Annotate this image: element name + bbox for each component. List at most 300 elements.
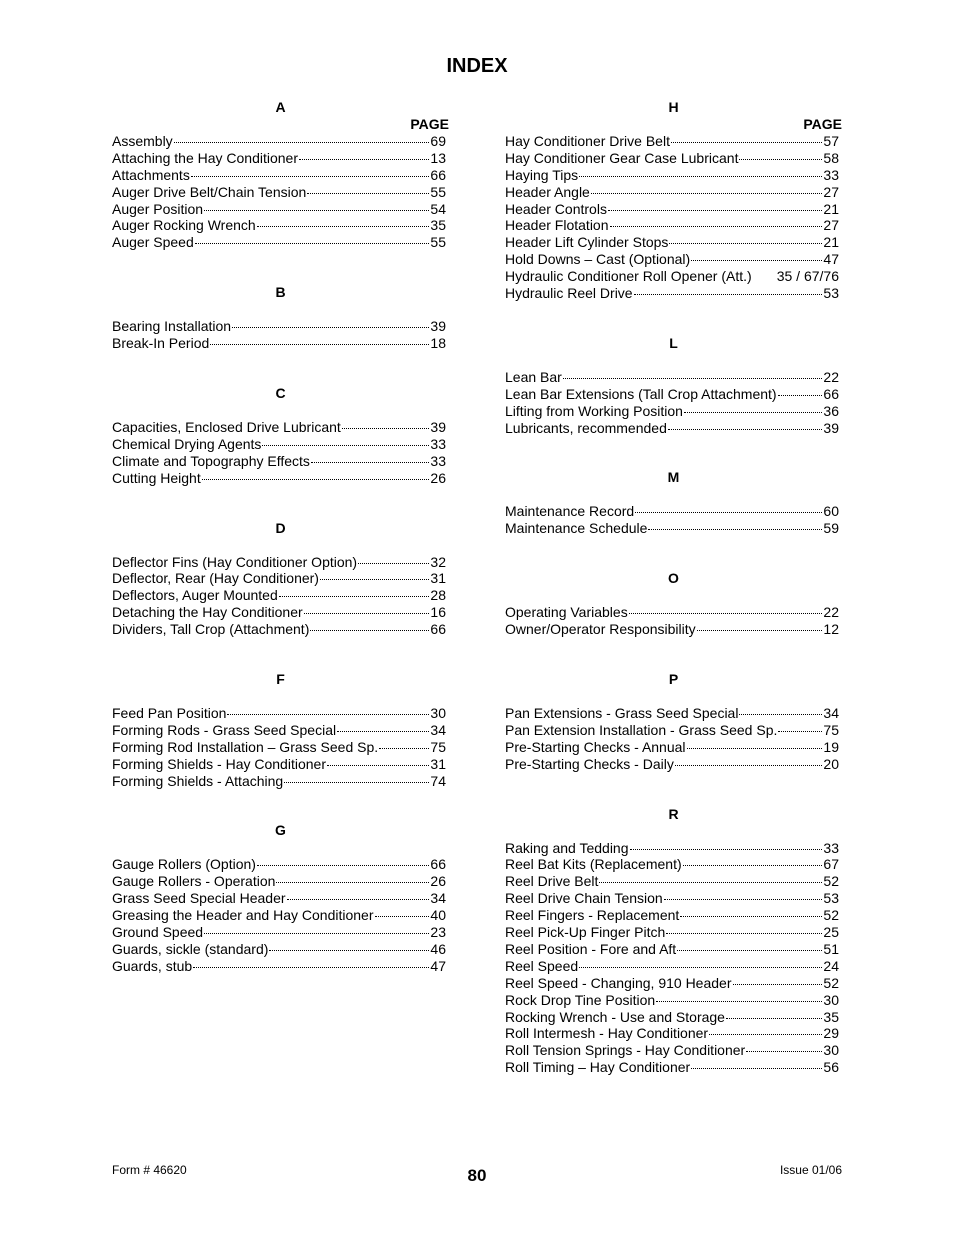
dot-leader [204,933,429,934]
dot-leader [579,967,822,968]
dot-leader [746,1051,822,1052]
entry-page-number: 33 [430,452,446,469]
issue-date: Issue 01/06 [779,1163,842,1177]
section-letter-a: A [275,99,286,115]
dot-leader [726,1018,822,1019]
index-entry [112,318,446,335]
index-entry [505,890,839,907]
index-entry [112,217,446,234]
index-entry [505,503,839,520]
entry-label: Lifting from Working Position [505,402,683,419]
index-entry [505,217,839,234]
entry-page-number: 35 [823,1008,839,1025]
dot-leader [342,428,430,429]
entry-page-number: 75 [823,721,839,738]
entry-page-number: 33 [823,839,839,856]
index-entry [112,856,446,873]
entry-page-number: 39 [430,318,446,335]
entry-label: Roll Intermesh - Hay Conditioner [505,1025,709,1042]
section-letter-c: C [275,385,286,402]
dot-leader [284,782,429,783]
dot-leader [684,412,822,413]
entry-page-number: 57 [823,133,839,149]
entry-page-number: 27 [823,183,839,200]
entry-page-number: 30 [823,1042,839,1059]
entry-label: Bearing Installation [112,318,232,335]
entry-label: Dividers, Tall Crop (Attachment) [112,621,310,638]
entry-label: Maintenance Record [505,503,635,520]
entry-page-number: 27 [823,217,839,234]
dot-leader [648,529,822,530]
index-entry [505,1025,839,1042]
page-column-header: PAGE [410,116,449,132]
index-entry [505,907,839,924]
entry-label: Forming Rods - Grass Seed Special [112,721,337,738]
index-entry [112,873,446,890]
section-gap [112,789,449,822]
entry-label: Rocking Wrench - Use and Storage [505,1008,725,1025]
entry-label: Grass Seed Special Header [112,890,286,907]
index-entry [112,470,446,487]
section-letter-o: O [668,570,679,587]
index-entry [505,184,839,201]
entry-page-number: 58 [823,149,839,166]
entry-page-number: 36 [823,402,839,419]
index-entry [505,722,839,739]
entry-label: Guards, stub [112,957,193,974]
entry-label: Maintenance Schedule [505,520,648,537]
entry-page-number: 55 [430,183,446,200]
entry-label: Climate and Topography Effects [112,452,310,469]
entry-label: Reel Bat Kits (Replacement) [505,856,682,873]
index-entry [112,604,446,621]
section-letter-p: P [668,671,679,688]
entry-label: Header Angle [505,183,590,200]
index-entry [112,133,446,150]
entry-label: Hay Conditioner Gear Case Lubricant [505,149,739,166]
index-entry [112,722,446,739]
index-entry [505,924,839,941]
dot-leader [269,950,429,951]
dot-leader [262,445,429,446]
index-entry [112,453,446,470]
dot-leader [174,142,430,143]
section-letter-m: M [667,469,680,486]
section-spacer [112,839,449,856]
entry-label: Gauge Rollers (Option) [112,856,256,873]
section-letter-l: L [669,334,678,351]
entry-page-number: 26 [430,469,446,486]
index-entry [112,335,446,352]
entry-page-number: 29 [823,1025,839,1042]
entry-page-number: 28 [430,587,446,604]
dot-leader [656,1001,822,1002]
entry-label: Capacities, Enclosed Drive Lubricant [112,419,341,436]
dot-leader [635,512,822,513]
dot-leader [629,613,823,614]
entry-page-number: 35 / 67/76 [776,268,839,285]
index-entry [112,201,446,218]
index-entry [505,621,839,638]
dot-leader [634,294,823,295]
entry-page-number: 20 [823,755,839,772]
entry-page-number: 30 [823,991,839,1008]
dot-leader [680,916,822,917]
section-spacer [112,301,449,318]
index-entry [112,419,446,436]
entry-label: Attaching the Hay Conditioner [112,149,298,166]
entry-page-number: 66 [430,621,446,638]
entry-page-number: 31 [430,755,446,772]
dot-leader [739,714,822,715]
index-entry [505,840,839,857]
entry-label: Header Flotation [505,217,609,234]
dot-leader [697,630,823,631]
entry-page-number: 21 [823,234,839,251]
entry-label: Deflector Fins (Hay Conditioner Option) [112,553,358,570]
index-entry [505,520,839,537]
dot-leader [191,176,430,177]
index-entry [505,150,839,167]
section-letter-h: H [668,99,679,115]
dot-leader [257,226,430,227]
index-entry [505,992,839,1009]
section-gap [112,487,449,520]
index-entry [112,554,446,571]
entry-label: Detaching the Hay Conditioner [112,604,303,621]
index-column-right [505,99,842,1076]
index-entry [505,403,839,420]
index-entry [112,587,446,604]
dot-leader [687,748,823,749]
index-entry [505,705,839,722]
entry-page-number: 35 [430,217,446,234]
dot-leader [675,765,823,766]
dot-leader [379,748,429,749]
index-entry [112,167,446,184]
dot-leader [608,210,822,211]
index-entry [112,570,446,587]
index-entry [112,924,446,941]
entry-label: Assembly [112,133,173,149]
index-entry [505,604,839,621]
entry-label: Hay Conditioner Drive Belt [505,133,670,149]
dot-leader [778,395,823,396]
dot-leader [683,865,823,866]
entry-page-number: 55 [430,234,446,251]
dot-leader [709,1034,822,1035]
entry-label: Greasing the Header and Hay Conditioner [112,907,374,924]
entry-label: Auger Drive Belt/Chain Tension [112,183,307,200]
entry-page-number: 12 [823,621,839,638]
entry-label: Hydraulic Reel Drive [505,285,633,302]
dot-leader [310,630,429,631]
entry-label: Auger Speed [112,234,194,251]
dot-leader [563,378,823,379]
dot-leader [276,882,429,883]
entry-label: Deflectors, Auger Mounted [112,587,278,604]
index-entry [112,773,446,790]
entry-label: Owner/Operator Responsibility [505,621,696,638]
entry-label: Deflector, Rear (Hay Conditioner) [112,570,319,587]
entry-page-number: 51 [823,940,839,957]
entry-page-number: 54 [430,200,446,217]
entry-page-number: 33 [823,166,839,183]
section-gap [112,638,449,671]
dot-leader [778,731,822,732]
entry-label: Haying Tips [505,166,579,183]
index-entry [112,941,446,958]
section-spacer [112,402,449,419]
entry-label: Header Lift Cylinder Stops [505,234,669,251]
index-entry [112,150,446,167]
entry-label: Reel Drive Belt [505,873,599,890]
entry-label: Lean Bar Extensions (Tall Crop Attachment) [505,385,777,402]
index-entry [505,1042,839,1059]
dot-leader [227,714,429,715]
entry-page-number: 52 [823,873,839,890]
section-gap [505,302,842,335]
section-spacer [112,537,449,554]
entry-label: Ground Speed [112,924,204,941]
entry-label: Auger Position [112,200,204,217]
index-column-left [112,99,449,975]
index-entry [505,941,839,958]
page-title: INDEX [446,55,508,77]
dot-leader [304,613,430,614]
entry-page-number: 34 [430,721,446,738]
dot-leader [375,916,430,917]
index-entry [112,705,446,722]
section-letter-g: G [275,822,286,839]
index-entry [505,133,839,150]
entry-page-number: 30 [430,705,446,722]
entry-page-number: 52 [823,907,839,924]
page-number: 80 [467,1166,487,1185]
section-gap [505,537,842,570]
entry-label: Guards, sickle (standard) [112,940,269,957]
section-gap [112,352,449,385]
entry-label: Pre-Starting Checks - Annual [505,738,686,755]
entry-page-number: 66 [430,856,446,873]
index-entry [505,386,839,403]
dot-leader [358,563,429,564]
dot-leader [204,210,429,211]
dot-leader [210,344,429,345]
entry-page-number: 13 [430,149,446,166]
entry-page-number: 34 [823,705,839,722]
dot-leader [669,243,822,244]
entry-label: Roll Timing – Hay Conditioner [505,1059,691,1076]
dot-leader [287,899,430,900]
index-entry [505,873,839,890]
entry-label: Rock Drop Tine Position [505,991,656,1008]
entry-page-number: 34 [430,890,446,907]
entry-label: Forming Shields - Hay Conditioner [112,755,326,772]
section-gap [505,638,842,671]
entry-label: Chemical Drying Agents [112,435,262,452]
entry-page-number: 59 [823,520,839,537]
entry-page-number: 47 [430,957,446,974]
entry-label: Auger Rocking Wrench [112,217,256,234]
entry-page-number: 16 [430,604,446,621]
entry-page-number: 31 [430,570,446,587]
dot-leader [691,260,822,261]
dot-leader [668,429,823,430]
dot-leader [327,765,429,766]
entry-page-number: 33 [430,435,446,452]
entry-page-number: 47 [823,251,839,268]
page-column-header: PAGE [803,116,842,132]
index-entry [505,268,839,285]
index-entry [505,739,839,756]
entry-page-number: 69 [430,133,446,149]
dot-leader [677,950,822,951]
entry-page-number: 75 [430,738,446,755]
dot-leader [666,933,822,934]
entry-label: Gauge Rollers - Operation [112,873,276,890]
dot-leader [193,967,429,968]
entry-label: Break-In Period [112,335,210,352]
section-spacer [112,688,449,705]
entry-page-number: 32 [430,553,446,570]
dot-leader [610,226,823,227]
dot-leader [307,193,429,194]
entry-label: Reel Drive Chain Tension [505,890,663,907]
dot-leader [599,882,822,883]
entry-label: Lubricants, recommended [505,419,667,436]
entry-page-number: 46 [430,940,446,957]
index-entry [112,234,446,251]
index-entry [505,420,839,437]
section-spacer [505,352,842,369]
index-entry [505,856,839,873]
section-spacer [505,823,842,840]
index-entry [505,201,839,218]
entry-label: Forming Rod Installation – Grass Seed Sp. [112,738,379,755]
entry-label: Reel Speed [505,957,579,974]
dot-leader [232,327,429,328]
entry-label: Attachments [112,166,190,183]
entry-page-number: 40 [430,907,446,924]
entry-page-number: 21 [823,200,839,217]
dot-leader [279,596,430,597]
dot-leader [299,159,429,160]
index-entry [505,756,839,773]
entry-page-number: 67 [823,856,839,873]
entry-label: Pan Extension Installation - Grass Seed Sp. [505,721,778,738]
dot-leader [320,579,429,580]
entry-page-number: 22 [823,368,839,385]
entry-label: Reel Speed - Changing, 910 Header [505,974,732,991]
dot-leader [195,243,430,244]
entry-label: Forming Shields - Attaching [112,772,284,789]
entry-page-number: 39 [430,419,446,436]
entry-label: Reel Pick-Up Finger Pitch [505,924,666,941]
dot-leader [733,984,823,985]
section-gap [112,251,449,284]
entry-page-number: 56 [823,1059,839,1076]
entry-page-number: 60 [823,503,839,520]
entry-page-number: 53 [823,285,839,302]
index-entry [505,234,839,251]
entry-page-number: 25 [823,924,839,941]
entry-page-number: 66 [430,166,446,183]
dot-leader [579,176,822,177]
entry-page-number: 52 [823,974,839,991]
entry-page-number: 24 [823,957,839,974]
index-entry [112,621,446,638]
index-entry [112,890,446,907]
section-gap [505,436,842,469]
entry-label: Pre-Starting Checks - Daily [505,755,674,772]
index-entry [505,369,839,386]
index-entry [505,958,839,975]
index-entry [112,739,446,756]
entry-page-number: 66 [823,385,839,402]
entry-page-number: 53 [823,890,839,907]
section-spacer [505,587,842,604]
dot-leader [257,865,429,866]
entry-label: Roll Tension Springs - Hay Conditioner [505,1042,746,1059]
entry-page-number: 19 [823,738,839,755]
index-entry [112,756,446,773]
entry-page-number: 22 [823,604,839,621]
index-entry [505,1009,839,1026]
index-entry [505,1059,839,1076]
entry-page-number: 26 [430,873,446,890]
index-entry [112,436,446,453]
section-spacer [505,688,842,705]
entry-label: Cutting Height [112,469,201,486]
entry-label: Operating Variables [505,604,628,621]
index-entry [112,958,446,975]
entry-label: Hydraulic Conditioner Roll Opener (Att.) [505,268,752,285]
entry-page-number: 74 [430,772,446,789]
index-entry [505,167,839,184]
section-gap [505,773,842,806]
dot-leader [311,462,429,463]
entry-page-number: 18 [430,335,446,352]
index-entry [505,975,839,992]
section-letter-d: D [275,519,286,536]
entry-label: Raking and Tedding [505,839,629,856]
dot-leader [630,849,823,850]
entry-label: Pan Extensions - Grass Seed Special [505,705,739,722]
dot-leader [691,1068,822,1069]
section-letter-f: F [276,671,285,688]
entry-label: Hold Downs – Cast (Optional) [505,251,691,268]
entry-label: Lean Bar [505,368,562,385]
index-entry [505,285,839,302]
entry-label: Reel Position - Fore and Aft [505,940,677,957]
entry-label: Feed Pan Position [112,705,227,722]
index-entry [112,184,446,201]
index-entry [505,251,839,268]
dot-leader [202,479,430,480]
section-letter-b: B [275,284,286,301]
dot-leader [739,159,822,160]
entry-page-number: 39 [823,419,839,436]
entry-page-number: 23 [430,924,446,941]
dot-leader [671,142,822,143]
dot-leader [337,731,429,732]
index-entry [112,907,446,924]
entry-label: Reel Fingers - Replacement [505,907,680,924]
dot-leader [591,193,823,194]
dot-leader [664,899,823,900]
section-letter-r: R [668,805,679,822]
